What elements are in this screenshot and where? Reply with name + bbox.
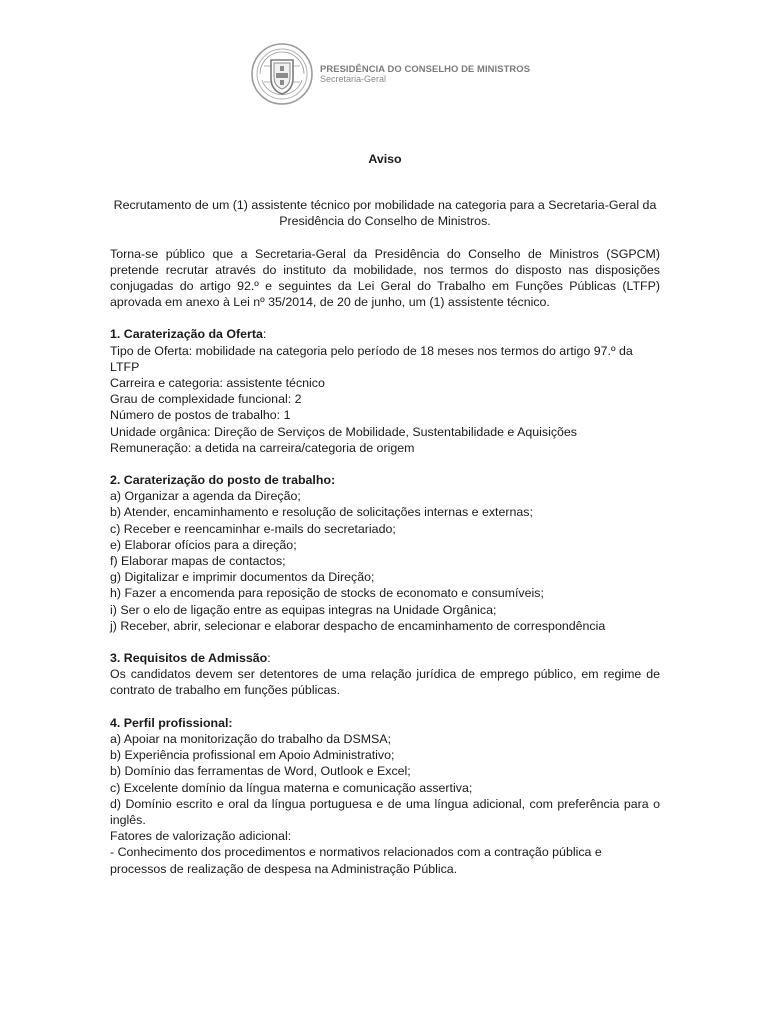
section-title-suffix: : [267,651,271,666]
section-heading [110,650,660,666]
section-job-description [110,472,660,634]
list-item: c) Excelente domínio da língua materna e comunicação assertiva; [110,780,473,795]
list-item: b) Experiência profissional em Apoio Administrativo; [110,748,395,763]
list-item: i) Ser o elo de ligação entre as equipas integras na Unidade Orgânica; [110,602,497,617]
list-item: Carreira e categoria: assistente técnico [110,376,325,391]
list-item: g) Digitalizar e imprimir documentos da Direção; [110,570,375,585]
list-item: a) Apoiar na monitorização do trabalho da DSMSA; [110,731,392,746]
requirements-text: Os candidatos devem ser detentores de uma relação jurídica de emprego público, em regime de contrato de trabalho em funções públicas. [110,667,660,698]
section-title-suffix: : [262,327,267,342]
list-item: e) Elaborar ofícios para a direção; [110,537,297,552]
list-item: c) Receber e reencaminhar e-mails do secretariado; [110,521,396,536]
document-body [110,147,660,877]
list-item: h) Fazer a encomenda para reposição de stocks de economato e consumíveis; [110,586,544,601]
coat-of-arms-icon [250,42,314,106]
list-item: a) Organizar a agenda da Direção; [110,489,301,504]
list-item: Número de postos de trabalho: 1 [110,408,291,423]
list-item: f) Elaborar mapas de contactos; [110,554,286,569]
list-item: Fatores de valorização adicional: [110,829,292,844]
list-item: b) Atender, encaminhamento e resolução de solicitações internas e externas; [110,505,533,520]
document-title: Aviso [368,152,402,166]
list-item: b) Domínio das ferramentas de Word, Outlook e Excel; [110,764,411,779]
document-subject: Recrutamento de um (1) assistente técnico por mobilidade na categoria para a Secretaria-Geral da Presidência do Conselho de Ministros. [113,198,657,229]
list-item: j) Receber, abrir, selecionar e elaborar despacho de encaminhamento de correspondência [110,618,606,633]
letterhead [250,42,530,106]
section-title: 4. Perfil profissional: [110,715,233,730]
list-item: Unidade orgânica: Direção de Serviços de Mobilidade, Sustentabilidade e Aquisições [110,424,578,439]
list-item: Grau de complexidade funcional: 2 [110,392,302,407]
section-title: 1. Caraterização da Oferta [110,327,263,342]
organization-name: PRESIDÊNCIA DO CONSELHO DE MINISTROS [320,62,531,74]
list-item: Remuneração: a detida na carreira/categoria de origem [110,440,415,455]
list-item: - Conhecimento dos procedimentos e normativos relacionados com a contração pública e processos de realização de despesa na Administração Pública. [110,845,602,876]
organization-subtitle: Secretaria-Geral [320,74,387,85]
section-heading [110,326,660,342]
list-item: d) Domínio escrito e oral da língua portuguesa e de uma língua adicional, com preferência para o inglês. [110,796,660,827]
intro-paragraph: Torna-se público que a Secretaria-Geral da Presidência do Conselho de Ministros (SGPCM) pretende recrutar através do instituto da mobilidade, nos termos do disposto nas disposições conjugadas do artigo 92.º e seguintes da Lei Geral do Trabalho em Funções Públicas (LTFP) aprovada em anexo à Lei nº 35/2014, de 20 de junho, um (1) assistente técnico. [110,246,660,310]
section-title: 2. Caraterização do posto de trabalho: [110,473,336,488]
section-offer [110,326,660,456]
list-item: Tipo de Oferta: mobilidade na categoria pelo período de 18 meses nos termos do artigo 97.º da LTFP [110,343,633,374]
section-profile [110,715,660,877]
section-requirements [110,650,660,699]
section-title: 3. Requisitos de Admissão [110,651,268,666]
